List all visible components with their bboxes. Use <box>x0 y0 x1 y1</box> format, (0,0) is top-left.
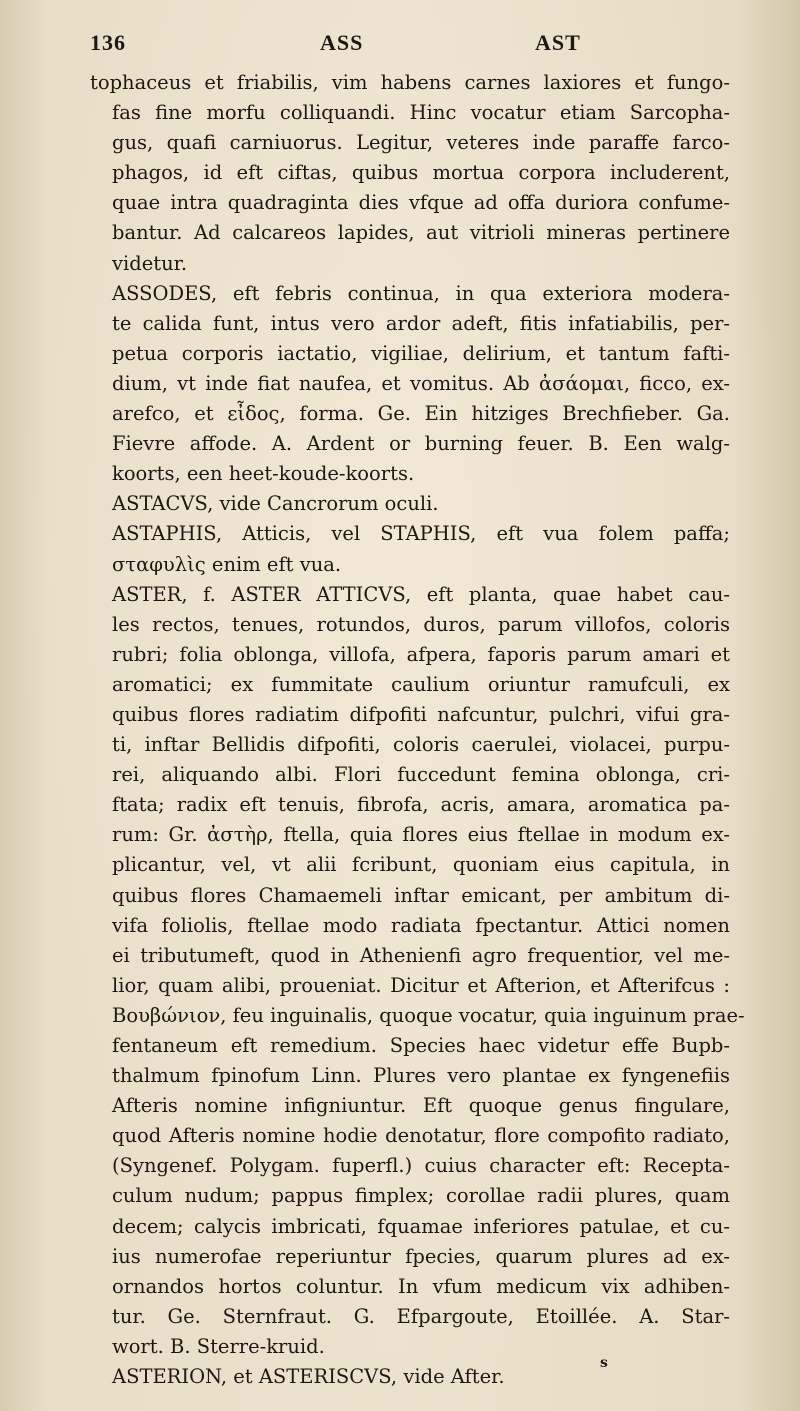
page-number: 136 <box>90 30 126 55</box>
text-line: aromatici; ex fummitate caulium oriuntur ramufculi, ex <box>112 672 730 696</box>
text-line: vifa foliolis, ftellae modo radiata fpectantur. Attici nomen <box>112 913 730 937</box>
text-line: thalmum fpinofum Linn. Plures vero plantae ex fyngenefiis <box>112 1064 730 1088</box>
text-line: rei, aliquando albi. Flori fuccedunt femina oblonga, cri- <box>112 763 730 787</box>
text-line: tur. Ge. Sternfraut. G. Efpargoute, Etoillée. A. Star- <box>112 1304 730 1328</box>
text-line: petua corporis iactatio, vigiliae, delirium, et tantum fafti- <box>112 341 730 365</box>
text-line: fas fine morfu colliquandi. Hinc vocatur etiam Sarcopha- <box>112 101 730 125</box>
text-line: quibus flores radiatim difpofiti nafcuntur, pulchri, vifui gra- <box>112 702 730 726</box>
entry-headword-line: ASTAPHIS, Atticis, vel STAPHIS, eft vua folem paffa; <box>112 522 730 546</box>
text-line: les rectos, tenues, rotundos, duros, parum villofos, coloris <box>112 612 730 636</box>
text-line: rubri; folia oblonga, villofa, afpera, faporis parum amari et <box>112 642 730 666</box>
text-line: ftata; radix eft tenuis, fibrofa, acris, amara, aromatica pa- <box>112 793 730 817</box>
text-line: dium, vt inde fiat naufea, et vomitus. Ab ἀσάομαι, ficco, ex- <box>112 371 730 395</box>
text-line: quae intra quadraginta dies vfque ad offa duriora confume- <box>112 191 730 215</box>
text-line: (Syngenef. Polygam. fuperfl.) cuius character eft: Recepta- <box>112 1154 730 1178</box>
text-line: gus, quafi carniuorus. Legitur, veteres inde paraffe farco- <box>112 131 730 155</box>
text-line: ius numerofae reperiuntur fpecies, quarum plures ad ex- <box>112 1244 730 1268</box>
text-line: Βουβώνιον, feu inguinalis, quoque vocatur, quia inguinum prae- <box>112 1003 745 1027</box>
text-line: rum: Gr. ἀστὴρ, ftella, quia flores eius ftellae in modum ex- <box>112 823 730 847</box>
text-line: tophaceus et friabilis, vim habens carnes laxiores et fungo- <box>90 71 730 94</box>
text-line: bantur. Ad calcareos lapides, aut vitrioli mineras pertinere <box>112 221 730 245</box>
guide-word-right: AST <box>535 30 581 55</box>
entry-headword-line: ASTER, f. ASTER ATTICVS, eft planta, quae habet cau- <box>112 582 730 606</box>
text-line: lior, quam alibi, proueniat. Dicitur et Afterion, et Afterifcus : <box>112 973 730 997</box>
text-line: ti, inftar Bellidis difpofiti, coloris caerulei, violacei, purpu- <box>112 733 730 757</box>
text-line: Fievre affode. A. Ardent or burning feuer. B. Een walg- <box>112 432 730 456</box>
entry-headword-line: ASTACVS, vide Cancrorum oculi. <box>112 492 439 516</box>
text-line: culum nudum; pappus fimplex; corollae radii plures, quam <box>112 1184 730 1208</box>
text-line: arefco, et εἶδος, forma. Ge. Ein hitziges Brechfieber. Ga. <box>112 402 730 426</box>
text-line: quibus flores Chamaemeli inftar emicant, per ambitum di- <box>112 883 730 907</box>
signature-mark: s <box>600 1355 608 1371</box>
text-line: videtur. <box>112 251 188 275</box>
text-line: σταφυλὶς enim eft vua. <box>112 552 342 576</box>
text-line: ei tributumeft, quod in Athenienfi agro frequentior, vel me- <box>112 943 730 967</box>
text-line: te calida funt, intus vero ardor adeft, fitis infatiabilis, per- <box>112 311 730 335</box>
text-line: fentaneum eft remedium. Species haec videtur effe Bupb- <box>112 1034 730 1057</box>
text-line: plicantur, vel, vt alii fcribunt, quoniam eius capitula, in <box>112 853 730 877</box>
text-line: koorts, een heet-koude-koorts. <box>112 462 415 486</box>
entry-headword-line: ASTERION, et ASTERISCVS, vide After. <box>112 1365 505 1389</box>
text-line: ornandos hortos coluntur. In vfum medicum vix adhiben- <box>112 1274 730 1298</box>
text-line: Afteris nomine infigniuntur. Eft quoque genus fingulare, <box>112 1094 730 1118</box>
page-header <box>90 22 730 66</box>
entry-headword-line: ASSODES, eft febris continua, in qua exteriora modera- <box>112 281 730 305</box>
dictionary-text <box>90 68 745 1392</box>
text-line: quod Afteris nomine hodie denotatur, flore compofito radiato, <box>112 1124 730 1148</box>
guide-word-left: ASS <box>320 30 364 55</box>
text-line: wort. B. Sterre-kruid. <box>112 1334 325 1358</box>
text-line: phagos, id eft ciftas, quibus mortua corpora includerent, <box>112 161 730 185</box>
text-line: decem; calycis imbricati, fquamae inferiores patulae, et cu- <box>112 1214 730 1238</box>
